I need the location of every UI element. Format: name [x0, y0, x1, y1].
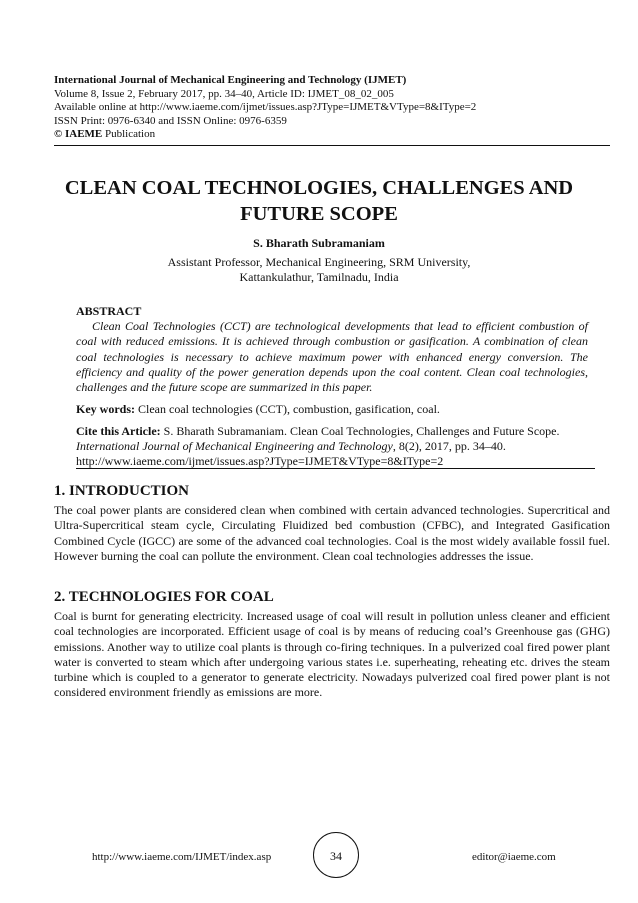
cite-label: Cite this Article:: [76, 424, 161, 438]
author-name: S. Bharath Subramaniam: [253, 236, 385, 250]
section-text-technologies: Coal is burnt for generating electricity. Increased usage of coal will result in pollution unless cleaner and efficient coal technologies are incorporated. Efficient usage of coal is by means of reducing coal’s Greenhouse gas (GHG) emissions. Another way to utilize coal plants is through co-firing techniques. In a pulverized coal fired power plant water is converted to steam which after undergoing various states i.e. superheating, reheating etc. drives the steam turbine which is coupled to a generator to generate electricity. Nowadays pulverized coal fired power plant is not considered environment friendly as emissions are more.: [54, 609, 610, 700]
available-line: Available online at http://www.iaeme.com/ijmet/issues.asp?JType=IJMET&VType=8&IType=2: [54, 101, 477, 113]
footer-url[interactable]: http://www.iaeme.com/IJMET/index.asp: [92, 851, 272, 863]
section-text-introduction: The coal power plants are considered clean when combined with certain advanced technologies. Supercritical and Ultra-Supercritical steam cycle, Circulating Fluidized bed combustion (CFBC), and Integrated Gasification Combined Cycle (IGCC) are some of the advanced coal technologies. Coal is the most widely available fossil fuel. However burning the coal can pollute the environment. Clean coal technologies addresses the issue.: [54, 503, 610, 563]
volume-line: Volume 8, Issue 2, February 2017, pp. 34–40, Article ID: IJMET_08_02_005: [54, 87, 394, 100]
copyright-symbol: ©: [54, 128, 63, 140]
abstract-text: Clean Coal Technologies (CCT) are technological developments that lead to efficient combustion of coal with reduced emissions. It is achieved through combustion or gasification. A combination of clean coal technologies is necessary to achieve maximum power with enhanced energy conversion. The efficiency and quality of the power generation depends upon the coal content. Clean coal technologies, challenges and the future scope are summarized in this paper.: [76, 319, 588, 395]
section-heading-introduction: 1. INTRODUCTION: [54, 483, 190, 499]
header-divider: [54, 145, 610, 146]
publisher-suffix: Publication: [105, 128, 156, 140]
cite-url[interactable]: http://www.iaeme.com/ijmet/issues.asp?JType=IJMET&VType=8&IType=2: [76, 454, 444, 468]
footer-email[interactable]: editor@iaeme.com: [472, 851, 556, 863]
affiliation-line-2: Kattankulathur, Tamilnadu, India: [239, 270, 399, 284]
citation: [76, 424, 596, 469]
keywords-text: Clean coal technologies (CCT), combustion, gasification, coal.: [138, 402, 440, 416]
page-number: 34: [313, 832, 359, 878]
journal-name: International Journal of Mechanical Engineering and Technology (IJMET): [54, 74, 407, 86]
citation-divider: [76, 468, 595, 469]
affiliation-line-1: Assistant Professor, Mechanical Engineering, SRM University,: [167, 255, 471, 269]
paper-title: CLEAN COAL TECHNOLOGIES, CHALLENGES AND FUTURE SCOPE: [64, 177, 574, 225]
cite-details: , 8(2), 2017, pp. 34–40.: [392, 439, 506, 453]
keywords-label: Key words:: [76, 402, 135, 416]
publisher-name: IAEME: [64, 128, 103, 140]
abstract-heading: ABSTRACT: [76, 304, 142, 318]
section-heading-technologies: 2. TECHNOLOGIES FOR COAL: [54, 589, 274, 605]
publisher-line: [54, 128, 610, 142]
keywords: [76, 402, 596, 417]
issn-line: ISSN Print: 0976-6340 and ISSN Online: 0976-6359: [54, 114, 287, 127]
cite-journal: International Journal of Mechanical Engineering and Technology: [76, 439, 393, 453]
journal-header: [54, 74, 610, 142]
cite-text: S. Bharath Subramaniam. Clean Coal Technologies, Challenges and Future Scope.: [163, 424, 560, 438]
author-affiliation: [0, 255, 638, 285]
